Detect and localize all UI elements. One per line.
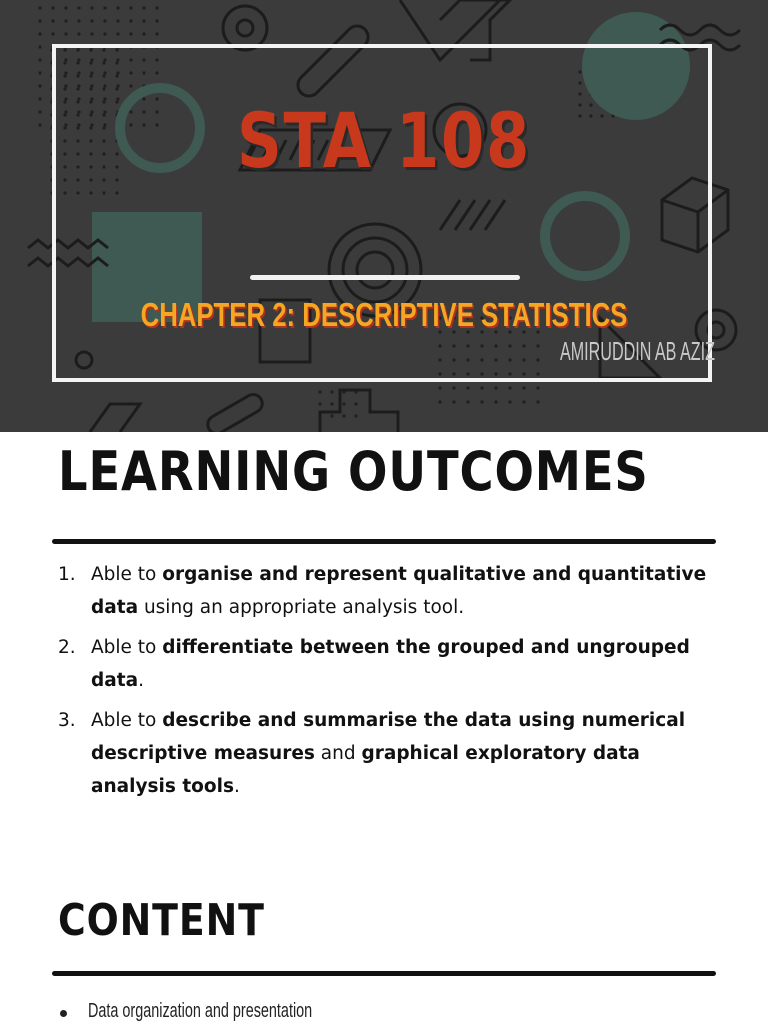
- author-name: AMIRUDDIN AB AZIZ: [560, 336, 715, 366]
- emphasis-text: organise and represent qualitative and quantitative data: [91, 564, 707, 618]
- content-heading: CONTENT: [58, 895, 265, 946]
- bullet-icon: [60, 1010, 67, 1017]
- body-text: Able to: [91, 564, 163, 585]
- heading-underline: [52, 539, 716, 544]
- content-list: [58, 1000, 399, 1023]
- emphasis-text: graphical exploratory data analysis tools: [91, 743, 640, 797]
- body-text: using an appropriate analysis tool.: [138, 597, 465, 618]
- learning-outcome-item: [58, 704, 708, 803]
- body-text: Able to: [91, 637, 163, 658]
- learning-outcome-item: [58, 558, 708, 624]
- content-item-label: Data organization and presentation: [88, 1000, 313, 1022]
- chapter-title: CHAPTER 2: DESCRIPTIVE STATISTICS: [140, 296, 628, 333]
- body-text: .: [138, 670, 144, 691]
- emphasis-text: differentiate between the grouped and ungrouped data: [91, 637, 690, 691]
- body-text: .: [233, 776, 240, 797]
- list-number: 3.: [58, 710, 76, 731]
- learning-outcome-item: [58, 631, 708, 697]
- list-number: 2.: [58, 637, 76, 658]
- learning-outcomes-heading: LEARNING OUTCOMES: [58, 440, 649, 503]
- content-underline: [52, 971, 716, 976]
- content-item: [58, 1000, 399, 1023]
- title-slide: [0, 0, 768, 432]
- learning-outcomes-list: [58, 558, 708, 810]
- emphasis-text: describe and summarise the data using numerical descriptive measures: [91, 710, 686, 764]
- body-text: Able to: [91, 710, 163, 731]
- list-number: 1.: [58, 564, 76, 585]
- title-divider: [250, 275, 520, 280]
- course-title: STA 108: [236, 96, 532, 185]
- body-text: and: [314, 743, 362, 764]
